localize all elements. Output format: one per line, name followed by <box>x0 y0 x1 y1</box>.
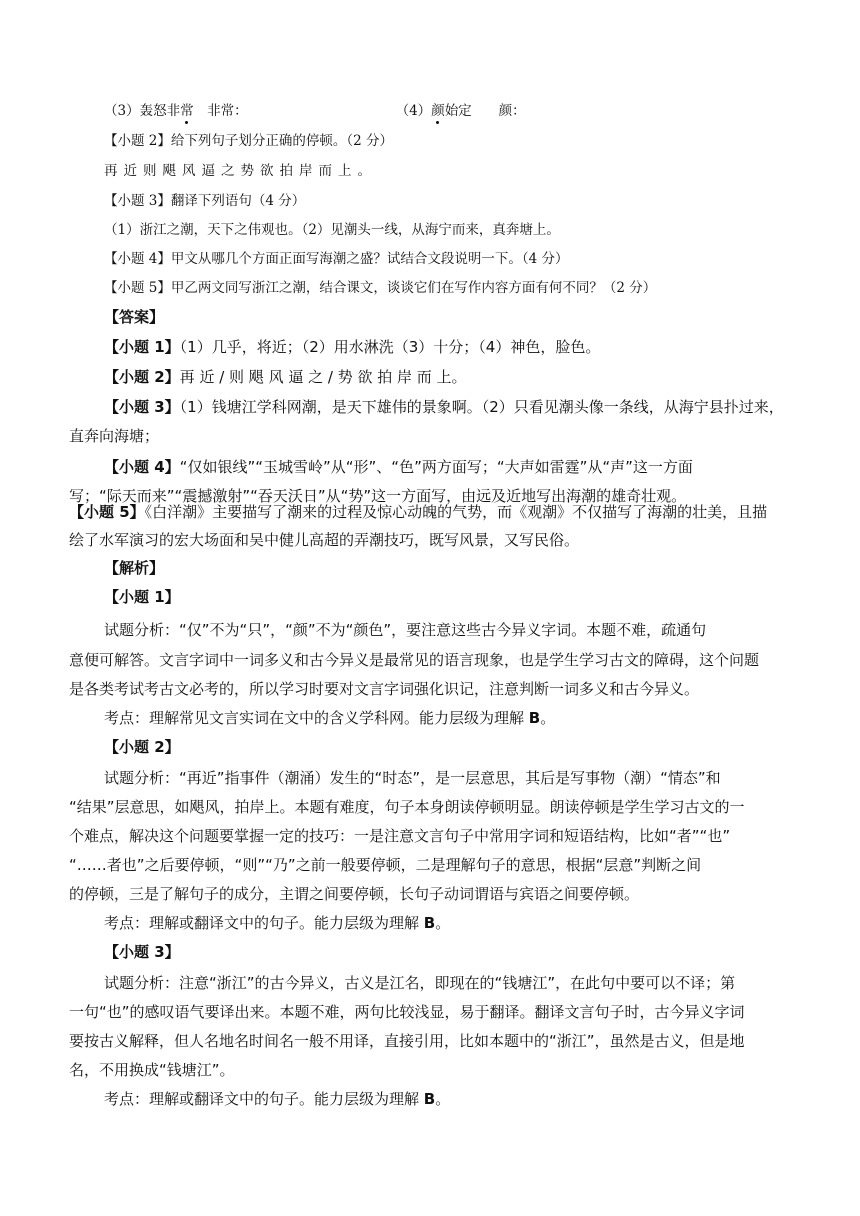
analysis-1-line: 是各类考试考古文必考的，所以学习时要对文言字词强化识记，注意判断一词多义和古今异义。 <box>69 680 700 698</box>
analysis-2-line: “……者也”之后要停顿，“则”“乃”之前一般要停顿，二是理解句子的意思，根据“层意”判断之间 <box>69 856 702 874</box>
analysis-3-heading: 【小题 3】 <box>104 943 180 961</box>
analysis-3-line: 试题分析：注意“浙江”的古今异义，古义是江名，即现在的“钱塘江”，在此句中要可以不译；第 <box>104 974 736 992</box>
analysis-3-point: 考点：理解或翻译文中的句子。能力层级为理解 B。 <box>104 1090 451 1108</box>
question-3-title: 【小题 3】翻译下列语句（4 分） <box>104 193 306 209</box>
analysis-1-line: 意便可解答。文言字词中一词多义和古今异义是最常见的语言现象，也是学生学习古文的障碍，这个问题 <box>69 651 760 669</box>
analysis-3-line: 要按古义解释，但人名地名时间名一般不用译，直接引用，比如本题中的“浙江”，虽然是古义，但是地 <box>69 1032 745 1050</box>
analysis-1-line: 试题分析：“仅”不为“只”，“颜”不为“颜色”，要注意这些古今异义字词。本题不难，疏通句 <box>104 621 707 639</box>
analysis-2-point: 考点：理解或翻译文中的句子。能力层级为理解 B。 <box>104 914 451 932</box>
question-2-text: 再近则飓风逼之势欲拍岸而上。 <box>104 163 377 179</box>
analysis-2-line: 个难点，解决这个问题要掌握一定的技巧：一是注意文言句子中常用字词和短语结构，比如“者”“也” <box>69 827 731 845</box>
analysis-3-line: 名，不用换成“钱塘江”。 <box>69 1061 235 1079</box>
answer-5-line-2: 绘了水军演习的宏大场面和吴中健儿高超的弄潮技巧，既写风景，又写民俗。 <box>69 531 580 549</box>
question-2-title: 【小题 2】给下列句子划分正确的停顿。（2 分） <box>104 133 394 149</box>
answer-4-line-1: 【小题 4】“仅如银线”“玉城雪岭”从“形”、“色”两方面写；“大声如雷霆”从“声”这一方面 <box>104 458 693 476</box>
answer-3-line-1: 【小题 3】（1）钱塘江学科网潮，是天下雄伟的景象啊。（2）只看见潮头像一条线，从海宁县扑过来， <box>104 398 784 416</box>
analysis-heading: 【解析】 <box>104 559 165 577</box>
analysis-2-line: “结果”层意思，如飓风，拍岸上。本题有难度，句子本身朗读停顿明显。朗读停顿是学生学习古文的一 <box>69 798 745 816</box>
analysis-3-line: 一句“也”的感叹语气要译出来。本题不难，两句比较浅显，易于翻译。翻译文言句子时，古今异义字词 <box>69 1003 745 1021</box>
question-5-title: 【小题 5】甲乙两文同写浙江之潮，结合课文，谈谈它们在写作内容方面有何不同？（2 分） <box>104 280 657 296</box>
answer-4-line-2: 写；“际天而来”“震撼激射”“吞天沃日”从“势”这一方面写，由远及近地写出海潮的雄奇壮观。 <box>69 487 687 505</box>
answer-1: 【小题 1】（1）几乎，将近；（2）用水淋洗（3）十分；（4）神色，脸色。 <box>104 338 601 356</box>
analysis-2-line: 的停顿，三是了解句子的成分，主谓之间要停顿，长句子动词谓语与宾语之间要停顿。 <box>69 885 640 903</box>
answer-3-line-2: 直奔向海塘； <box>69 427 160 445</box>
analysis-2-line: 试题分析：“再近”指事件（潮涌）发生的“时态”，是一层意思，其后是写事物（潮）“情态”和 <box>104 769 721 787</box>
question-3-text: （1）浙江之潮，天下之伟观也。（2）见潮头一线，从海宁而来，真奔塘上。 <box>104 222 560 238</box>
answer-heading: 【答案】 <box>104 308 165 326</box>
analysis-1-heading: 【小题 1】 <box>104 588 180 606</box>
answer-2: 【小题 2】再 近 / 则 飓 风 逼 之 / 势 欲 拍 岸 而 上。 <box>104 368 467 386</box>
question-4-title: 【小题 4】甲文从哪几个方面正面写海潮之盛？试结合文段说明一下。（4 分） <box>104 251 569 267</box>
analysis-2-heading: 【小题 2】 <box>104 738 180 756</box>
question-1-row: （3）轰怒非常 非常： （4）颜始定 颜： <box>104 103 526 119</box>
analysis-1-point: 考点：理解常见文言实词在文中的含义学科网。能力层级为理解 B。 <box>104 709 556 727</box>
answer-5-line-1: 【小题 5】《白洋潮》主要描写了潮来的过程及惊心动魄的气势，而《观潮》不仅描写了海潮的壮美，且描 <box>69 503 768 521</box>
